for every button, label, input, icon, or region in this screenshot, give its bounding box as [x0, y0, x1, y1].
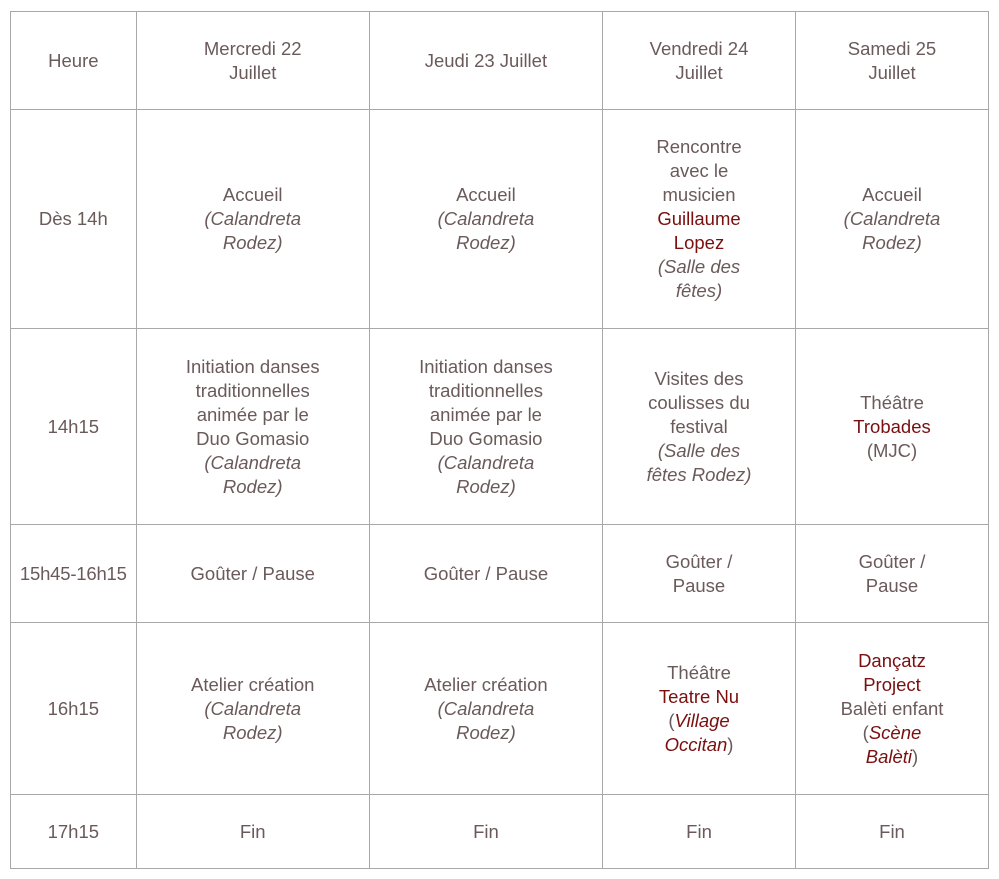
- event-line: Théâtre: [667, 661, 731, 683]
- event-line: (Salle des: [657, 439, 741, 461]
- event-line: Balèti enfant: [840, 697, 944, 719]
- event-line: Project: [863, 673, 921, 695]
- event-line: Guillaume: [657, 208, 741, 229]
- event-cell: [136, 329, 369, 525]
- event-line: Fin: [686, 820, 712, 842]
- event-line: Initiation danses: [185, 355, 320, 377]
- event-line: (Calandreta: [204, 208, 302, 229]
- event-cell: [369, 623, 602, 795]
- event-line: fêtes Rodez): [646, 463, 752, 485]
- event-line: Rodez): [456, 232, 516, 253]
- event-line: (Calandreta: [437, 451, 535, 473]
- event-line: coulisses du: [648, 391, 750, 413]
- event-line: [609, 709, 789, 733]
- event-punctuation: (: [668, 709, 675, 731]
- event-line: animée par le: [429, 403, 542, 425]
- event-line: Goûter / Pause: [190, 562, 315, 584]
- event-line: Initiation danses: [419, 355, 553, 377]
- event-line: Dançatz: [858, 649, 926, 671]
- event-line: Atelier création: [191, 673, 315, 695]
- event-line: traditionnelles: [428, 379, 543, 401]
- hour-column-header: Heure: [11, 12, 137, 110]
- event-line: Visites des: [654, 367, 744, 389]
- event-cell: [603, 623, 796, 795]
- event-cell: [136, 795, 369, 869]
- event-line: Théâtre: [860, 391, 924, 413]
- event-line: Pause: [672, 574, 726, 596]
- event-line: (Calandreta: [437, 208, 535, 229]
- day-header-friday: Vendredi 24 Juillet: [603, 12, 796, 110]
- event-text: Balèti: [865, 745, 913, 767]
- event-line: Rodez): [456, 475, 516, 497]
- event-line: Atelier création: [424, 673, 548, 695]
- event-line: Rencontre: [656, 136, 742, 157]
- event-cell: [603, 110, 796, 329]
- event-cell: [603, 525, 796, 623]
- event-line: [609, 733, 789, 757]
- event-line: Trobades: [853, 415, 931, 437]
- event-cell: [603, 329, 796, 525]
- event-cell: [369, 329, 602, 525]
- event-text: Scène: [868, 721, 922, 743]
- schedule-row: [11, 525, 989, 623]
- event-line: musicien: [662, 184, 736, 205]
- event-cell: [603, 795, 796, 869]
- event-cell: [369, 795, 602, 869]
- event-cell: [369, 525, 602, 623]
- event-line: fêtes): [675, 280, 723, 301]
- event-line: Fin: [473, 820, 499, 842]
- event-cell: [369, 110, 602, 329]
- event-line: Rodez): [862, 232, 922, 253]
- event-cell: [796, 329, 989, 525]
- event-line: Duo Gomasio: [429, 427, 543, 449]
- schedule-table: [10, 11, 989, 869]
- event-line: Rodez): [222, 721, 283, 743]
- event-line: Fin: [239, 820, 266, 842]
- event-line: Accueil: [862, 184, 922, 205]
- hour-cell: Dès 14h: [11, 110, 137, 329]
- day-header-wednesday: Mercredi 22 Juillet: [136, 12, 369, 110]
- event-line: avec le: [669, 160, 729, 181]
- event-line: traditionnelles: [195, 379, 310, 401]
- event-line: Rodez): [222, 475, 283, 497]
- event-line: festival: [670, 415, 728, 437]
- event-line: Rodez): [222, 232, 283, 253]
- event-punctuation: ): [727, 733, 734, 755]
- event-line: [802, 745, 982, 769]
- event-line: Accueil: [456, 184, 516, 205]
- hour-cell: 17h15: [11, 795, 137, 869]
- schedule-row: [11, 795, 989, 869]
- event-line: Accueil: [222, 184, 283, 205]
- hour-cell: 14h15: [11, 329, 137, 525]
- event-line: (Salle des: [657, 256, 741, 277]
- event-text: Occitan: [664, 733, 728, 755]
- event-cell: [796, 623, 989, 795]
- event-punctuation: ): [912, 745, 919, 767]
- header-row: [11, 12, 989, 110]
- event-line: Goûter / Pause: [423, 562, 549, 584]
- event-cell: [136, 525, 369, 623]
- day-header-thursday: Jeudi 23 Juillet: [369, 12, 602, 110]
- hour-cell: 16h15: [11, 623, 137, 795]
- event-cell: [796, 795, 989, 869]
- event-line: (Calandreta: [204, 451, 302, 473]
- event-line: animée par le: [196, 403, 309, 425]
- event-cell: [136, 110, 369, 329]
- event-text: Village: [674, 709, 730, 731]
- schedule-row: [11, 110, 989, 329]
- event-line: Rodez): [456, 721, 516, 743]
- event-punctuation: (: [862, 721, 869, 743]
- event-line: Lopez: [673, 232, 725, 253]
- event-cell: [796, 525, 989, 623]
- event-line: (MJC): [866, 439, 918, 461]
- hour-cell: 15h45-16h15: [11, 525, 137, 623]
- event-line: Goûter /: [665, 550, 733, 572]
- event-line: Fin: [879, 820, 905, 842]
- event-line: (Calandreta: [437, 697, 535, 719]
- event-line: [802, 721, 982, 745]
- event-cell: [796, 110, 989, 329]
- event-line: (Calandreta: [204, 697, 302, 719]
- event-line: Duo Gomasio: [196, 427, 310, 449]
- day-header-saturday: Samedi 25 Juillet: [796, 12, 989, 110]
- event-line: Teatre Nu: [658, 685, 740, 707]
- event-line: Goûter /: [858, 550, 926, 572]
- schedule-row: [11, 623, 989, 795]
- schedule-row: [11, 329, 989, 525]
- event-cell: [136, 623, 369, 795]
- event-line: (Calandreta: [843, 208, 941, 229]
- event-line: Pause: [865, 574, 919, 596]
